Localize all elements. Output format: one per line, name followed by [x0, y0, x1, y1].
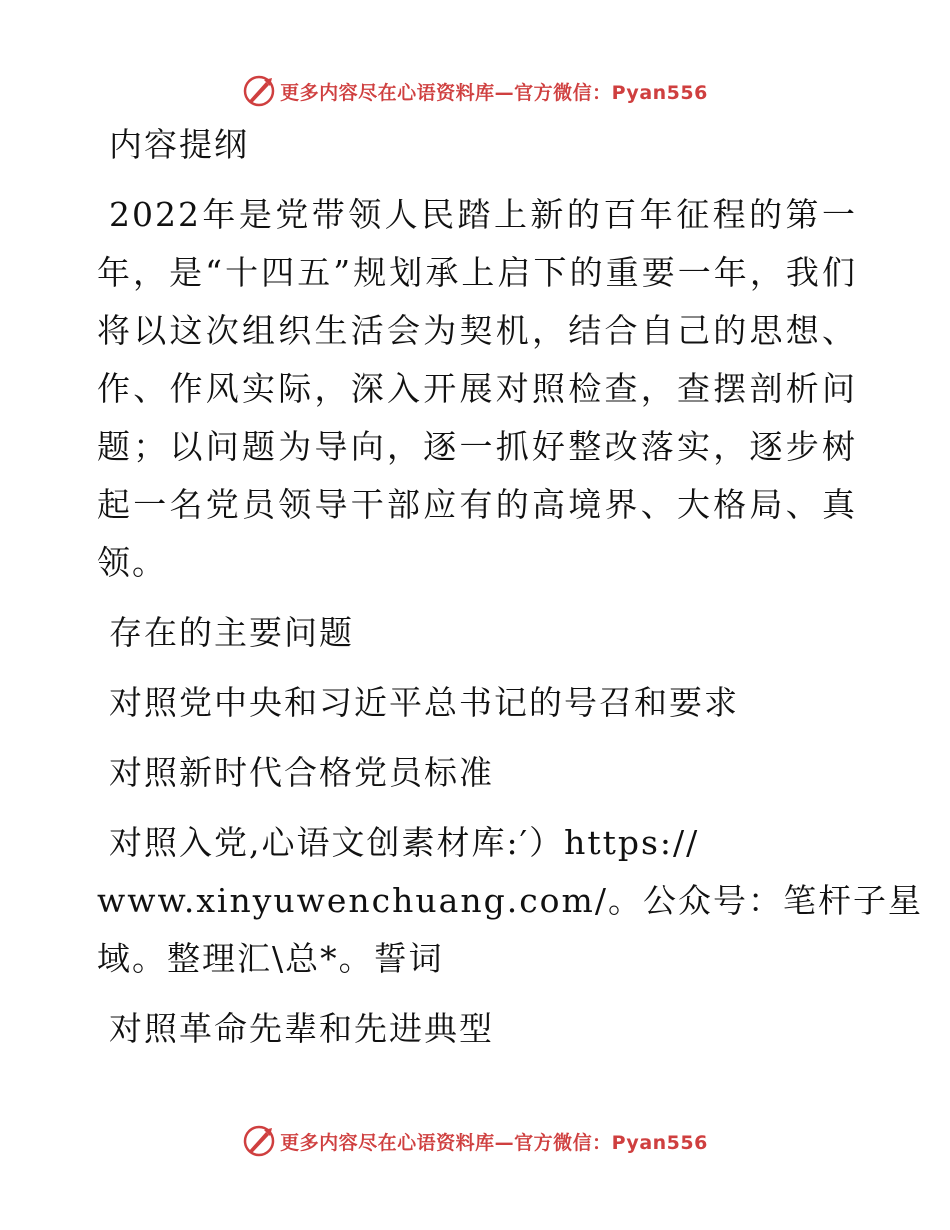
- intro-line: 领。: [97, 543, 167, 582]
- intro-line: 2022年是党带领人民踏上新的百年征程的第一: [109, 195, 857, 234]
- list-item-continuation: www.xinyuwenchuang.com/。公众号：笔杆子星: [97, 881, 923, 920]
- intro-line: 起一名党员领导干部应有的高境界、大格局、真: [97, 485, 857, 524]
- intro-line: 作、作风实际，深入开展对照检查，查摆剖析问: [97, 369, 857, 408]
- watermark-banner-bottom: [0, 1121, 950, 1161]
- quill-pen-seal-icon: [242, 1124, 276, 1158]
- list-item: 对照党中央和习近平总书记的号召和要求: [109, 683, 739, 722]
- list-item: 对照新时代合格党员标准: [109, 753, 494, 792]
- quill-pen-seal-icon: [242, 74, 276, 108]
- intro-line: 年，是“十四五”规划承上启下的重要一年，我们: [97, 253, 857, 292]
- heading-outline: 内容提纲: [109, 125, 249, 164]
- heading-problems: 存在的主要问题: [109, 613, 354, 652]
- watermark-text: 更多内容尽在心语资料库—官方微信：Pyan556: [280, 1131, 708, 1154]
- intro-line: 将以这次组织生活会为契机，结合自己的思想、: [97, 311, 857, 350]
- watermark-banner-top: [0, 71, 950, 111]
- list-item-continuation: 域。整理汇\总*。誓词: [97, 939, 444, 978]
- watermark-text: 更多内容尽在心语资料库—官方微信：Pyan556: [280, 81, 708, 104]
- list-item: 对照革命先辈和先进典型: [109, 1009, 494, 1048]
- list-item: 对照入党,心语文创素材库:′）https://: [109, 823, 700, 862]
- intro-line: 题；以问题为导向，逐一抓好整改落实，逐步树: [97, 427, 857, 466]
- document-body: [97, 116, 923, 1058]
